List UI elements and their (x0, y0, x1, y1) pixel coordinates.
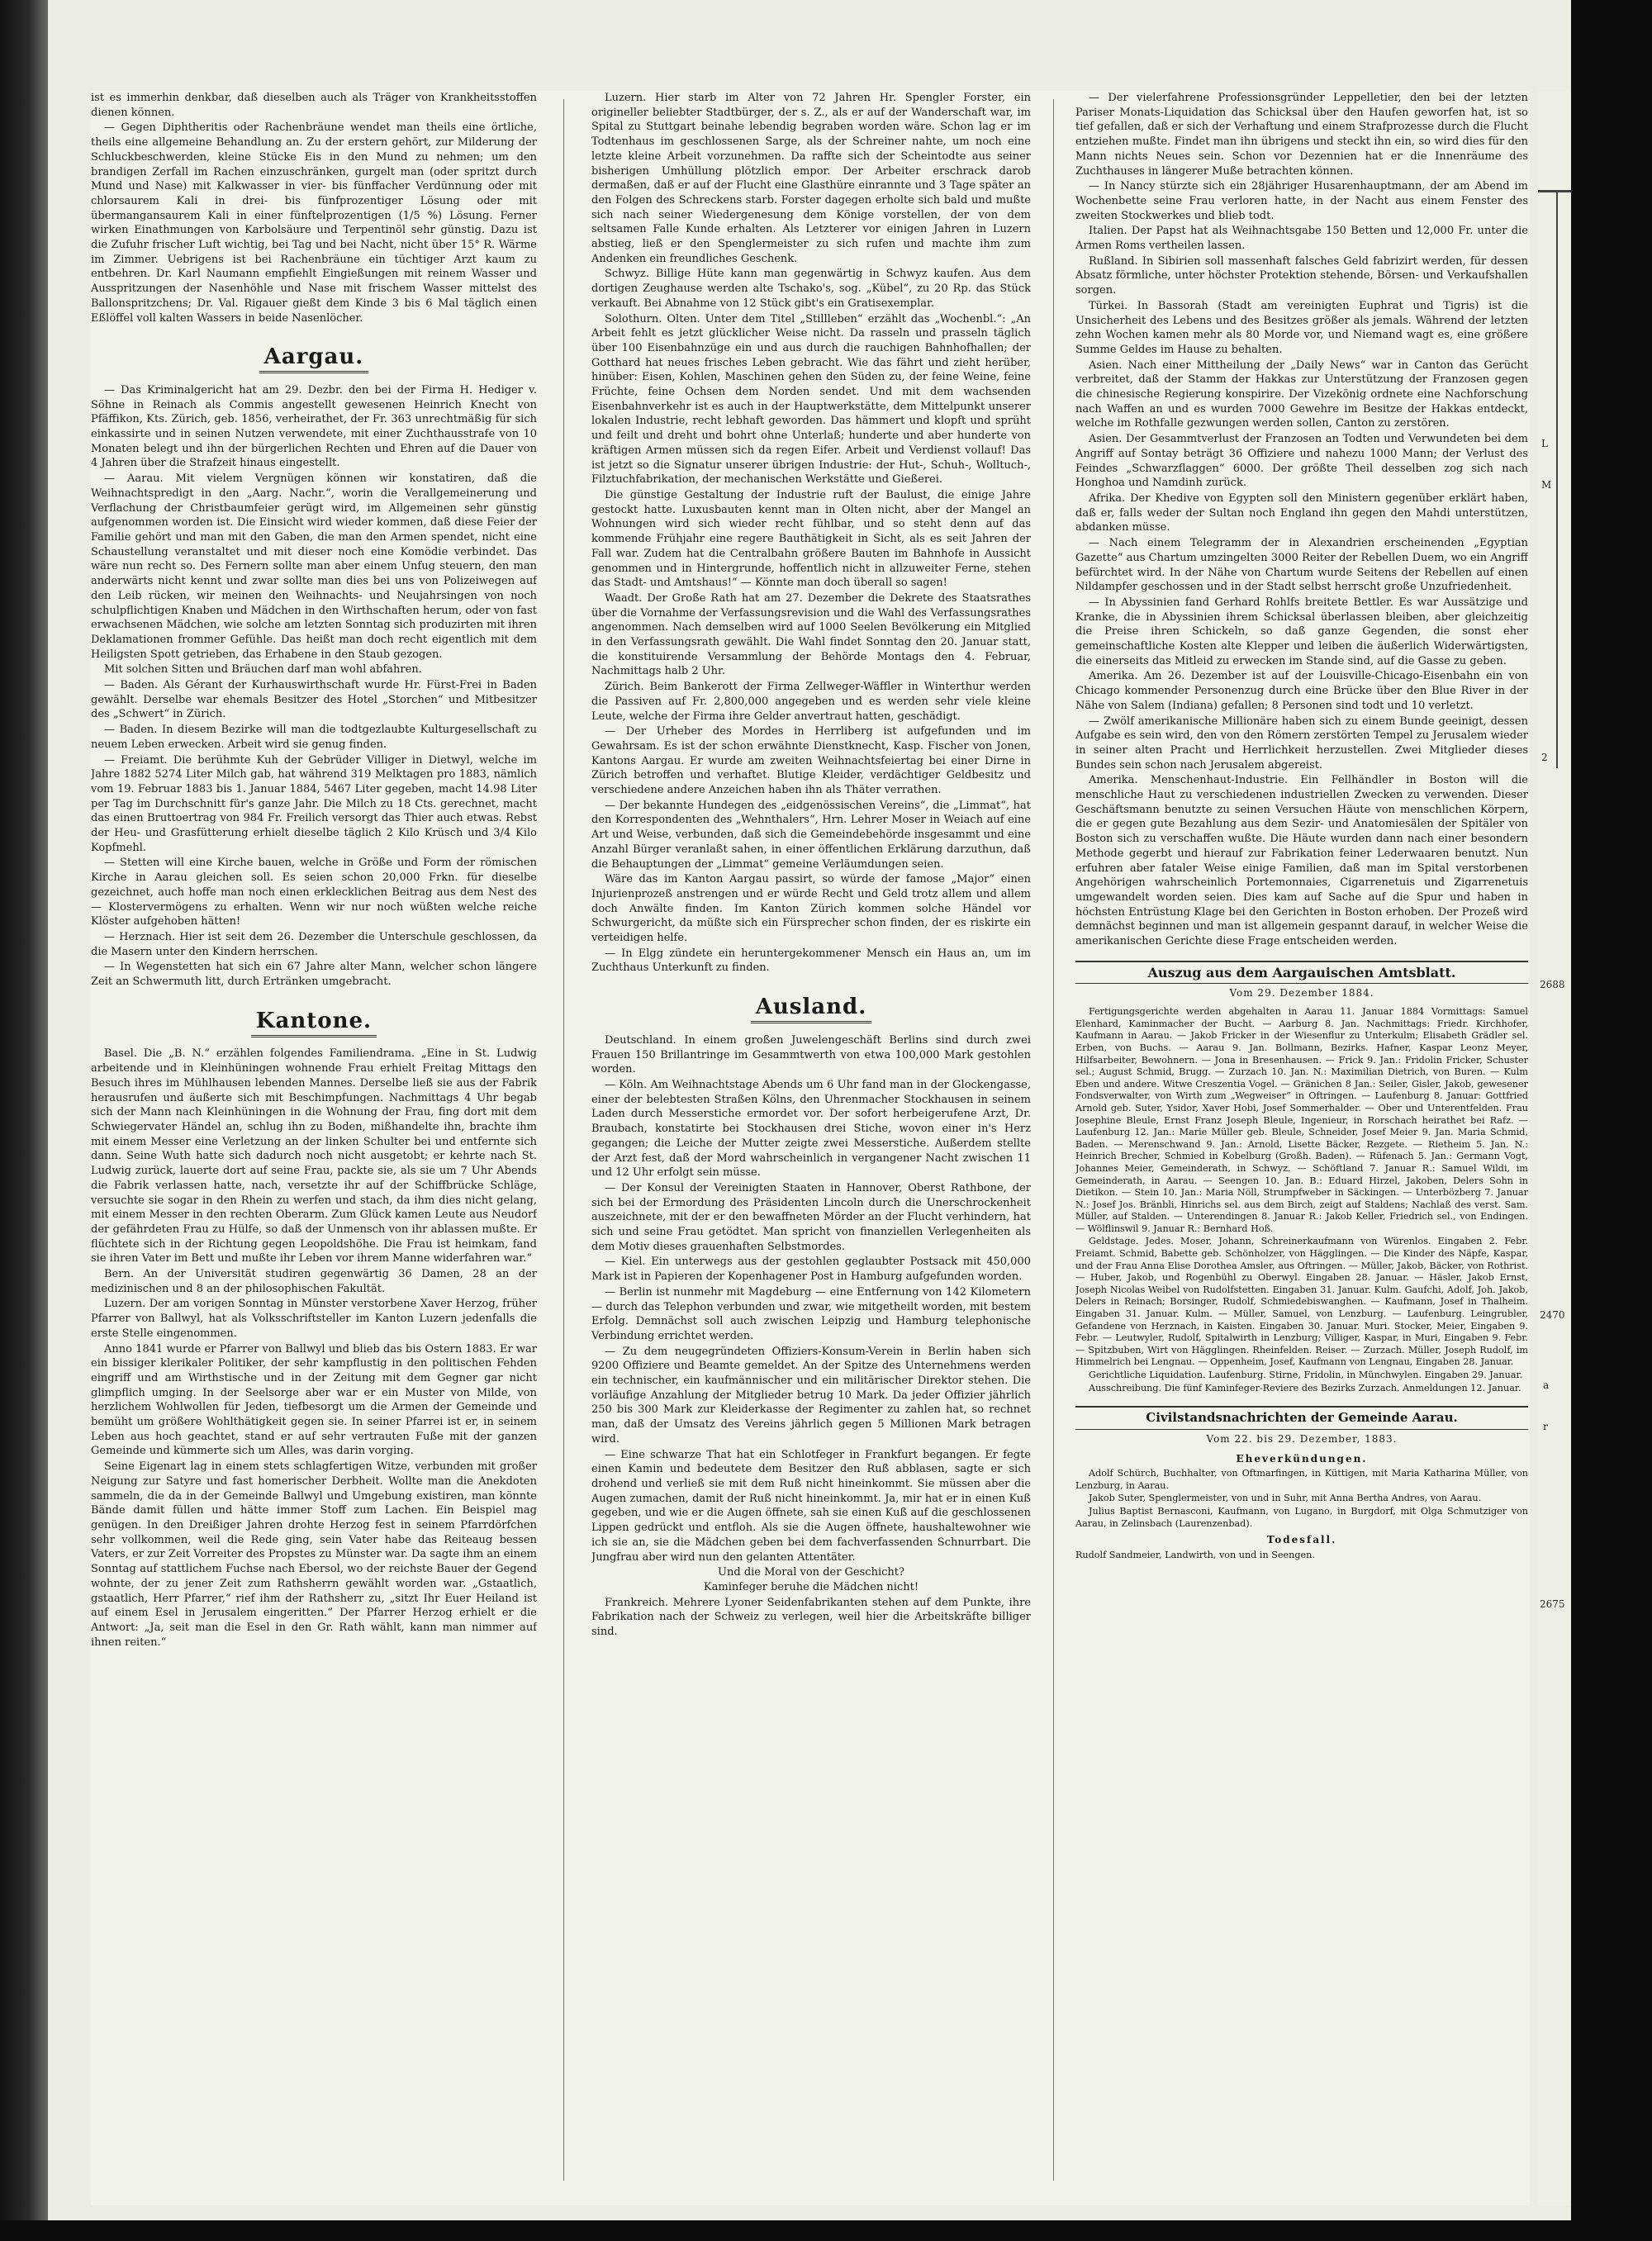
neighbour-number: 2688 (1540, 979, 1565, 990)
neighbour-frame-side (1556, 190, 1558, 768)
neighbour-number: 2 (1541, 752, 1548, 763)
neighbour-letter: r (1543, 1421, 1548, 1432)
article-paragraph: — Der Konsul der Vereinigten Staaten in Hannover, Oberst Rathbone, der sich bei der Ermordung des Präsidenten Lincoln durch die Unerschrockenheit auszeichnete, mit der er den bewaffneten Mörder an der Flucht verhindern, hat sich und seine Frau getödtet. Man spricht von finanziellen Verlegenheiten als dem Motiv dieses grauenhaften Selbstmordes. (591, 1181, 1031, 1253)
article-paragraph: Seine Eigenart lag in einem stets schlagfertigen Witze, verbunden mit großer Neigung zur Satyre und fast homerischer Derbheit. Wollte man die Anekdoten sammeln, die da in der Gemeinde Ballwyl und Umgebung existiren, man könnte Bände damit füllen und hätte immer Stoff zum Lachen. Ein Beispiel mag genügen. In den Dreißiger Jahren drohte Herzog fest in seinem Pfarrdörfchen sehr vollkommen, weil die Rede ging, sein Vater habe das Reiteaug bessen Vaters, er zur Zeit Vorreiter des Propstes zu Münster war. Da sagte ihm an einem Sonntag auf stattlichem Fuchse nach Ebersol, wo der reichste Bauer der Gegend wohnte, der zu jener Zeit zum Rathsherrn gewählt worden war. „Gstaatlich, gstaatlich, Herr Pfarrer,“ rief ihm der Rathsherr zu, „sitzt Ihr Euer Heiland ist auf einem Esel in Jerusalem eingeritten.“ Der Pfarrer Herzog erhielt er die Antwort: „Ja, seit man die Esel in den Gr. Rath wählt, kann man nimmer auf ihnen reiten.“ (91, 1460, 537, 1649)
neighbour-letter: a (1543, 1379, 1550, 1391)
article-paragraph: Luzern. Der am vorigen Sonntag in Münster verstorbene Xaver Herzog, früher Pfarrer von Ballwyl, hat als Volksschriftsteller im Kanton Luzern jedenfalls die erste Stelle eingenommen. (91, 1298, 537, 1340)
civil-register-subheading: Eheverkündungen. (1236, 1452, 1368, 1465)
civil-register-entry: Rudolf Sandmeier, Landwirth, von und in Seengen. (1075, 1549, 1315, 1560)
section-heading-aargau: Aargau. (91, 350, 537, 365)
column-1 (91, 91, 537, 2189)
amtsblatt-date: Vom 29. Dezember 1884. (1229, 987, 1374, 999)
article-paragraph: Basel. Die „B. N.“ erzählen folgendes Familiendrama. „Eine in St. Ludwig arbeitende und in Kleinhüningen wohnende Frau erhielt Freitag Mittags den Besuch ihres im Mühlhausen lebenden Mannes. Derselbe ließ sie aus der Fabrik herausrufen und äußerte sich mit Beschimpfungen. Nachmittags 4 Uhr begab sich der Mann nach Kleinhüningen in die Wohnung der Frau, fing dort mit dem Schwiegervater Händel an, schlug ihn zu Boden, mißhandelte ihn, brachte ihm mit einem Messer eine Verletzung an der linken Schulter bei und entfernte sich dann. Seine Wuth hatte sich dadurch noch nicht ausgetobt; er kehrte nach St. Ludwig zurück, lauerte dort auf seine Frau, packte sie, als sie um 7 Uhr Abends die Fabrik verlassen hatte, nach, versetzte ihr auf der Schiffbrücke Schläge, versuchte sie sogar in den Rhein zu werfen und stach, da ihm dies nicht gelang, mit einem Messer in den rechten Oberarm. Zum Glück kamen Leute aus Neudorf der gefährdeten Frau zu Hülfe, so daß der Unmensch von ihr ablassen mußte. Er flüchtete sich in der Richtung gegen Leopoldshöhe. Die Frau ist heimkam, fand sie ihren Vater im Bett und mußte ihr Leben vor ihrem Manne widerfahren war.“ (91, 1047, 537, 1265)
civil-register-title: Civilstandsnachrichten der Gemeinde Aarau. (1075, 1406, 1528, 1430)
article-paragraph: Asien. Nach einer Mittheilung der „Daily News“ war in Canton das Gerücht verbreitet, daß der Stamm der Hakkas zur Unterstützung der Franzosen gegen die chinesische Regierung konspirire. Der Vizekönig ordnete eine Nachforschung nach Waffen an und es wurden 7000 Gewehre im Besitze der Hakkas entdeckt, welche im Rothfalle gezwungen werden sollen, Canton zu zerstören. (1075, 358, 1528, 430)
article-paragraph: — Zu dem neugegründeten Offiziers-Konsum-Verein in Berlin haben sich 9200 Offiziere und Beamte gemeldet. An der Spitze des Unternehmens werden ein technischer, ein kaufmännischer und ein militärischer Direktor stehen. Die vorläufige Anzahlung der Mitglieder betrug 10 Mark. Da jeder Offizier jährlich 250 bis 300 Mark zur Kleiderkasse der Regimenter zu zahlen hat, so rechnet man, daß der Umsatz des Vereins jährlich gegen 5 Millionen Mark betragen wird. (591, 1345, 1031, 1446)
section-heading-ausland: Ausland. (591, 1000, 1031, 1015)
article-paragraph: Waadt. Der Große Rath hat am 27. Dezember die Dekrete des Staatsrathes über die Vornahme der Verfassungsrevision und die Wahl des Verfassungsrathes angenommen. Nach demselben wird auf 1000 Seelen Bevölkerung ein Mitglied in den Verfassungsrath gewählt. Die Wahl findet Sonntag den 20. Januar statt, die konstituirende Versammlung der Behörde Montags den 4. Februar, Nachmittags halb 2 Uhr. (591, 591, 1031, 678)
neighbour-letter: L (1541, 438, 1548, 449)
article-paragraph: — Freiamt. Die berühmte Kuh der Gebrüder Villiger in Dietwyl, welche im Jahre 1882 5274 Liter Milch gab, hat während 319 Melktagen pro 1883, nämlich vom 19. Februar 1883 bis 1. Januar 1884, 5467 Liter gegeben, macht 14.98 Liter per Tag im Durchschnitt für's ganze Jahr. Die Milch zu 18 Cts. gerechnet, macht das einen Bruttoertrag von 984 Fr. Freilich versorgt das Thier auch etwas. Rebst der Heu- und Grasfütterung erhielt dieselbe täglich 2 Kilo Krüsch und 3/4 Kilo Kopfmehl. (91, 753, 537, 854)
article-paragraph: — In Nancy stürzte sich ein 28jähriger Husarenhauptmann, der am Abend im Wochenbette seine Frau verloren hatte, in der Nacht aus einem Fenster des zweiten Stockwerkes und blieb todt. (1075, 180, 1528, 222)
article-paragraph: — Stetten will eine Kirche bauen, welche in Größe und Form der römischen Kirche in Aarau gleichen soll. Es seien schon 20,000 Frkn. für dieselbe gezeichnet, auch hoffe man noch einen erklecklichen Beitrag aus dem Nest des — Klostervermögens zu erhalten. Wenn wir nur noch wüßten welche reiche Klöster aufgehoben hätten! (91, 857, 537, 928)
neighbour-page-strip (1538, 91, 1571, 2205)
neighbour-number: 2675 (1540, 1598, 1565, 1610)
article-paragraph: Bern. An der Universität studiren gegenwärtig 36 Damen, 28 an der medizinischen und 8 an der philosophischen Fakultät. (91, 1268, 537, 1295)
column-3 (1075, 91, 1528, 2189)
amtsblatt-title: Auszug aus dem Aargauischen Amtsblatt. (1075, 961, 1528, 985)
article-paragraph: — Eine schwarze That hat ein Schlotfeger in Frankfurt begangen. Er fegte einen Kamin und bedeutete dem Besitzer den Ruß abblasen, sagte er sich drohend und verließ sie mit dem Ruß nicht hineinkommt. Sie müssen aber die Augen zumachen, damit der Ruß nicht hineinkommt. Ja, mir hat er in einen Kuß gegeben, und wie er die Augen öffnete, sah sie einen Kuß auf die geschlossenen Lippen gedrückt und entfloh. Als sie die Augen öffnete, haushaltewohner wie ich sie an, sie die Mädchen geben bei dem fachverfassenden Schnurrbart. Die Jungfrau aber wird nun den gelanten Attentäter. (591, 1448, 1031, 1564)
civil-register-date: Vom 22. bis 29. Dezember, 1883. (1206, 1432, 1398, 1445)
article-paragraph: — Nach einem Telegramm der in Alexandrien erscheinenden „Egyptian Gazette“ aus Chartum umzingelten 3000 Reiter der Rebellen Duem, wo ein Angriff befürchtet wird. In der Nähe von Chartum wurde Seitens der Rebellen auf einen Nildampfer geschossen und in der Stadt selbst herrscht große Unzufriedenheit. (1075, 537, 1528, 594)
article-paragraph: Schwyz. Billige Hüte kann man gegenwärtig in Schwyz kaufen. Aus dem dortigen Zeughause werden alte Tschako's, sog. „Kübel“, zu 20 Rp. das Stück verkauft. Bei Abnahme von 12 Stück gibt's ein Gratisexemplar. (591, 268, 1031, 310)
article-paragraph: Anno 1841 wurde er Pfarrer von Ballwyl und blieb das bis Ostern 1883. Er war ein bissiger klerikaler Politiker, der sehr kampflustig in den politischen Fehden eingriff und am Wirthstische und in der Zeitung mit dem Gegner gar nicht glimpflich umging. In der Seelsorge aber war er ein Muster von Milde, von herzlichem Wohlwollen für Jeden, tiefbesorgt um die Armen der Gemeinde und bemüht um größere Wohlthätigkeit gegen sie. In seiner Pfarrei ist er, in seinem Leben aus hoch geachtet, stand er auf sehr vertrauten Fuße mit der ganzen Gemeinde und kümmerte sich um Alles, was darin vorging. (91, 1342, 537, 1458)
article-paragraph: — Der vielerfahrene Professionsgründer Leppelletier, den bei der letzten Pariser Monats-Liquidation das Schicksal über den Haufen geworfen hat, ist so tief gefallen, daß er sich der Verhaftung und einem Strafprozesse durch die Flucht entziehen mußte. Findet man ihn übrigens und steckt ihn ein, so wird dies für den Mann nichts Neues sein. Schon vor Dezennien hat er die Innenräume des Zuchthauses in längerer Muße betrachten können. (1075, 92, 1528, 178)
article-paragraph: — Gegen Diphtheritis oder Rachenbräune wendet man theils eine örtliche, theils eine allgemeine Behandlung an. Zu der erstern gehört, zur Milderung der Schluckbeschwerden, kleine Stücke Eis in den Mund zu nehmen; um den brandigen Zerfall im Rachen einzuschränken, gurgelt man (oder spritzt durch Mund und Nase) mit Kalkwasser in vier- bis fünffacher Verdünnung oder mit chlorsaurem Kali in drei- bis fünfprozentiger Lösung oder mit übermangansaurem Kali in einer fünftelprozentigen (1/5 %) Lösung. Ferner wirken Einathmungen von Karbolsäure und Terpentinöl sehr günstig. Dazu ist die Zufuhr frischer Luft wichtig, bei Tag und bei Nacht, nicht über 15° R. Wärme im Zimmer. Uebrigens ist bei Rachenbräune ein tüchtiger Arzt kaum zu entbehren. Dr. Karl Naumann empfiehlt Eingießungen mit reinem Wasser und Ausspritzungen der Nasenhöhle und Nase mit frischem Wasser mittelst des Ballonspritzchens; Dr. Val. Rigauer gießt dem Kinde 3 bis 6 Mal täglich einen Eßlöffel voll kalten Wassers in beide Nasenlöcher. (91, 121, 537, 325)
article-paragraph: — Aarau. Mit vielem Vergnügen können wir konstatiren, daß die Weihnachtspredigt in den „Aarg. Nachr.“, worin die Verallgemeinerung und Verflachung der Christbaumfeier gerügt wird, im Allgemeinen sehr günstig aufgenommen worden ist. Die Einsicht wird wieder kommen, daß diese Feier der Familie gehört und man mit den Gaben, die man den Armen spendet, nicht eine Schaustellung veranstaltet und mit dieser noch eine Komödie verbindet. Das wäre nun recht so. Des Fernern sollte man aber einem Unfug steuern, den man anderwärts nicht kennt und zwar sollte man dies bei uns von Polizeiwegen auf den Leib rücken, wir meinen den Weihnachts- und Neujahrsingen von noch schulpflichtigen Knaben und Mädchen in den Wirthschaften herum, oder von fast erwachsenen Mädchen, wie solche am letzten Sonntag sich produzirten mit ihren Deklamationen frommer Gefühle. Das heißt man doch recht eigentlich mit dem Heiligsten Spott getrieben, das Erhabene in den Staub gezogen. (91, 472, 537, 661)
neighbour-letter: M (1541, 479, 1552, 491)
article-paragraph: — Der Urheber des Mordes in Herrliberg ist aufgefunden und im Gewahrsam. Es ist der schon erwähnte Dienstknecht, Kasp. Fischer von Jonen, Kantons Aargau. Er wurde am zweiten Weihnachtsfeiertag bei einer Dirne in Zürich betroffen und verhaftet. Blutige Kleider, verdächtiger Geldbesitz und verschiedene andere Anzeichen haben ihn als Thäter verrathen. (591, 725, 1031, 797)
article-paragraph: — In Wegenstetten hat sich ein 67 Jahre alter Mann, welcher schon längere Zeit an Schwermuth litt, durch Ertränken umgebracht. (91, 961, 537, 989)
article-paragraph: Italien. Der Papst hat als Weihnachtsgabe 150 Betten und 12,000 Fr. unter die Armen Roms vertheilen lassen. (1075, 225, 1528, 253)
civil-register-entry: Julius Baptist Bernasconi, Kaufmann, von Lugano, in Burgdorf, mit Olga Schmutziger von Aarau, in Zelinsbach (Laurenzenbad). (1075, 1506, 1528, 1529)
neighbour-frame-top (1538, 190, 1571, 192)
article-paragraph: Zürich. Beim Bankerott der Firma Zellweger-Wäffler in Winterthur werden die Passiven auf Fr. 2,800,000 angegeben und es werden sehr viele kleine Leute, welche der Firma ihre Gelder anvertraut hatten, geschädigt. (591, 681, 1031, 723)
article-paragraph: Luzern. Hier starb im Alter von 72 Jahren Hr. Spengler Forster, ein origineller beliebter Stadtbürger, der s. Z., als er auf der Wanderschaft war, im Spital zu Stuttgart beinahe lebendig begraben worden wäre. Schon lag er im Todtenhaus im geschlossenen Sarge, als der Schreiner nahte, um noch eine letzte kleine Arbeit vorzunehmen. Da raffte sich der Scheintodte aus seiner bisherigen Umhüllung plötzlich empor. Der Arbeiter erschrack darob dermaßen, daß er auf der Flucht eine Glasthüre einrannte und 3 Tage später an den Folgen des Schreckens starb. Forster dagegen erholte sich bald und mußte sich nach seiner Wiedergenesung dem Könige vorstellen, der von dem seltsamen Falle Kunde erhalten. Als Letzterer vor einigen Jahren in Luzern abstieg, ließ er den Spenglermeister zu sich rufen und machte ihm zum Andenken ein freundliches Geschenk. (591, 92, 1031, 265)
article-paragraph: Afrika. Der Khedive von Egypten soll den Ministern gegenüber erklärt haben, daß er, falls weder der Sultan noch England ihn gegen den Mahdi unterstützen, abdanken müsse. (1075, 491, 1528, 534)
article-paragraph: — Köln. Am Weihnachtstage Abends um 6 Uhr fand man in der Glockengasse, einer der belebtesten Straßen Kölns, den Uhrenmacher Stockhausen in seinem Laden durch Messerstiche ermordet vor. Der sofort herbeigerufene Arzt, Dr. Braubach, konstatirte bei Stockhausen drei Stiche, wovon einer in's Herz gegangen; die Leiche der Mutter zeigte zwei Messerstiche. Außerdem stellte der Arzt fest, daß der Mord wahrscheinlich in vergangener Nacht zwischen 11 und 12 Uhr erfolgt sein müsse. (591, 1079, 1031, 1180)
amtsblatt-entry: Fertigungsgerichte werden abgehalten in Aarau 11. Januar 1884 Vormittags: Samuel Elenhard, Kaminmacher der Bucht. — Aarburg 8. Jan. Nachmittags: Friedr. Kirchhofer, Kaufmann in Aarau. — Jakob Fricker in der Wiesenflur zu Unterkulm; Elisabeth Grädler sel. Erben, von Buchs. — Aarau 9. Jan. Bollmann, Bezirks. Hafner, Kaspar Leonz Meyer, Hilfsarbeiter, Bewohnern. — Jona in Bresenhausen. — Frick 9. Jan.: Fridolin Fricker, Schuster sel.; August Schmid, Brugg. — Zurzach 10. Jan. N.: Maximilian Dietrich, von Buren. — Kulm Eben und andere. Witwe Creszentia Vogel. — Gränichen 8 Jan.: Seiler, Gisler, Jakob, gewesener Fondsverwalter, von Wirth zum „Wegweiser“ in Oftringen. — Laufenburg 8. Januar: Gottfried Arnold geb. Suter, Ysidor, Xaver Hobi, Josef Sommerhalder. — Ober und Unterentfelden. Frau Josephine Bleule, Ernst Franz Joseph Bleule, Ingenieur, in Rorschach heirathet bei Rafz. — Laufenburg 12. Jan.: Marie Müller geb. Bleule, Schneider, Josef Meier 9. Jan. Maria Schmid, Baden. — Merenschwand 9. Jan.: Arnold, Lisette Bäcker, Rezgete. — Rietheim 5. Jan. N.: Heinrich Brecher, Schmied in Kobelburg (Großh. Baden). — Rüfenach 5. Jan.: Germann Vogt, Johannes Meier, Gemeinderath, in Schwyz. — Schöftland 7. Januar R.: Samuel Wildi, im Gemeinderath, in Aarau. — Seengen 10. Jan. B.: Eduard Hirzel, Jakoben, Delers Sohn in Dietikon. — Stein 10. Jan.: Maria Nöll, Strumpfweber in Säckingen. — Unterbözberg 7. Januar N.: Josef Jos. Bränbli, Hinrichs sel. aus dem Birch, zeigt auf Staldens; Nachlaß des verst. Sam. Müller, auf Stalden. — Unterendingen 8. Januar R.: Jakob Keller, Friedrich sel., von Endingen. — Wölflinswil 9. Januar R.: Bernhard Hoß. (1075, 1006, 1528, 1234)
verse: Und die Moral von der Geschicht? Kaminfeger beruhe die Mädchen nicht! (703, 1566, 919, 1593)
article-paragraph: ist es immerhin denkbar, daß dieselben auch als Träger von Krankheitsstoffen dienen können. (91, 92, 537, 119)
article-paragraph: — Baden. Als Gérant der Kurhauswirthschaft wurde Hr. Fürst-Frei in Baden gewählt. Derselbe war ehemals Besitzer des Hotel „Storchen“ und Mitbesitzer des „Schwert“ in Zürich. (91, 679, 537, 721)
article-paragraph: — Baden. In diesem Bezirke will man die todtgezlaubte Kulturgesellschaft zu neuem Leben erwecken. Arbeit wird sie genug finden. (91, 724, 537, 751)
article-paragraph: Deutschland. In einem großen Juwelengeschäft Berlins sind durch zwei Frauen 150 Brillantringe im Gesammtwerth von etwa 100,000 Mark gestohlen worden. (591, 1033, 1031, 1076)
section-heading-kantone: Kantone. (91, 1014, 537, 1029)
scan-border-right (1571, 0, 1652, 2241)
article-paragraph: — Berlin ist nunmehr mit Magdeburg — eine Entfernung von 142 Kilometern — durch das Telephon verbunden und zwar, wie mitgetheilt worden, mit bestem Erfolg. Demnächst soll auch zwischen Leipzig und Hamburg telephonische Verbindung errichtet werden. (591, 1285, 1031, 1342)
column-2 (591, 91, 1031, 2189)
scan-border-left (0, 0, 48, 2241)
article-paragraph: Mit solchen Sitten und Bräuchen darf man wohl abfahren. (104, 663, 422, 677)
article-paragraph: — In Elgg zündete ein heruntergekommener Mensch ein Haus an, um im Zuchthaus Unterkunft zu finden. (591, 947, 1031, 975)
article-paragraph: Türkei. In Bassorah (Stadt am vereinigten Euphrat und Tigris) ist die Unsicherheit des Lebens und des Besitzes größer als jemals. Während der letzten zehn Wochen kamen mehr als 80 Morde vor, und Niemand wagt es, eine größere Summe Geldes im Hause zu behalten. (1075, 299, 1528, 356)
article-paragraph: Die günstige Gestaltung der Industrie ruft der Baulust, die einige Jahre gestockt hatte. Luxusbauten kennt man in Olten nicht, aber der Mangel an Wohnungen wird sich wieder recht fühlbar, und so steht denn auf das kommende Frühjahr eine regere Bauthätigkeit in Sicht, als es seit Jahren der Fall war. Zudem hat die Centralbahn größere Bauten im Bahnhofe in Aussicht genommen und in Hintergrunde, hoffentlich nicht in allzuweiter Ferne, stehen das Stadt- und Amtshaus!“ — Könnte man doch überall so sagen! (591, 488, 1031, 590)
article-paragraph: — Zwölf amerikanische Millionäre haben sich zu einem Bunde geeinigt, dessen Aufgabe es sein wird, den von den Römern zerstörten Tempel zu Jerusalem wieder in seiner alten Pracht und Herrlichkeit herzustellen. Zwei Mitglieder dieses Bundes sein schon nach Jerusalem abgereist. (1075, 715, 1528, 772)
newspaper-page (91, 91, 1530, 2205)
neighbour-number: 2470 (1540, 1309, 1565, 1321)
article-paragraph: — Kiel. Ein unterwegs aus der gestohlen geglaubter Postsack mit 450,000 Mark ist in Papieren der Kopenhagener Post in Hamburg aufgefunden worden. (591, 1256, 1031, 1284)
civil-register-entry: Adolf Schürch, Buchhalter, von Oftmarfingen, in Küttigen, mit Maria Katharina Müller, von Lenzburg, in Aarau. (1075, 1468, 1528, 1491)
article-paragraph: Solothurn. Olten. Unter dem Titel „Stillleben“ erzählt das „Wochenbl.“: „An Arbeit fehlt es jetzt glücklicher Weise nicht. Da rasseln und prasseln täglich über 100 Eisenbahnzüge ein und aus durch die rauchigen Bahnhofhallen; der Gotthard hat neues frisches Leben gebracht. Wie das fährt und zieht herüber, hinüber: Eisen, Kohlen, Maschinen gehen den Süden zu, der feine Weine, feine Früchte, feine Ochsen dem Norden sendet. Und mit dem wachsenden Eisenbahnverkehr ist es auch in der Hauptwerkstätte, dem Mittelpunkt unserer lokalen Industrie, recht lebhaft geworden. Das hämmert und klopft und sprüht und feilt und dreht und bohrt ohne Unterlaß; hunderte und aber hunderte von kräftigen Armen müssen sich da regen Eifer. Arbeit und Verdienst vollauf! Das ist jetzt so die Signatur unserer übrigen Industrie: der Hut-, Schuh-, Wolltuch-, Filztuchfabrikation, der mechanischen Werkstätte und Gießerei. (591, 312, 1031, 487)
article-paragraph: — Das Kriminalgericht hat am 29. Dezbr. den bei der Firma H. Hediger v. Söhne in Reinach als Commis angestellt gewesenen Heinrich Knecht von Pfäffikon, Kts. Zürich, geb. 1856, verheirathet, der Fr. 363 unrechtmäßig für sich einkassirte und in seinen Nutzen verwendete, mit einer Zuchthausstrafe von 10 Monaten belegt und ihn der bürgerlichen Rechten und Ehren auf die Dauer von 4 Jahren über die Strafzeit hinaus eingestellt. (91, 383, 537, 470)
article-paragraph: Rußland. In Sibirien soll massenhaft falsches Geld fabrizirt werden, für dessen Absatz förmliche, unter höchster Protektion stehende, Börsen- und Verkaufshallen sorgen. (1075, 254, 1528, 297)
article-paragraph: Asien. Der Gesammtverlust der Franzosen an Todten und Verwundeten bei dem Angriff auf Sontay beträgt 36 Offiziere und nahezu 1000 Mann; der Verlust des Feindes „Schwarzflaggen“ 6000. Der größte Theil desselben zog sich nach Honghoa und Namdinh zurück. (1075, 433, 1528, 490)
civil-register-subheading: Todesfall. (1266, 1534, 1337, 1546)
amtsblatt-entry: Ausschreibung. Die fünf Kaminfeger-Reviere des Bezirks Zurzach. Anmeldungen 12. Januar. (1089, 1382, 1521, 1394)
civil-register-entry: Jakob Suter, Spenglermeister, von und in Suhr, mit Anna Bertha Andres, von Aarau. (1089, 1493, 1482, 1504)
column-rule (1053, 99, 1054, 2181)
article-paragraph: — Der bekannte Hundegen des „eidgenössischen Vereins“, die „Limmat“, hat den Korrespondenten des „Wehnthalers“, Hrn. Lehrer Moser in Weiach auf eine Art und Weise, verbunden, daß sich die Gemeindebehörde insgesammt und eine Anzahl Bürger veranlaßt sahen, in einer öffentlichen Erklärung darzuthun, daß die Behauptungen der „Limmat“ gemeine Verläumdungen seien. (591, 799, 1031, 871)
column-rule (563, 99, 564, 2181)
amtsblatt-entry: Geldstage. Jedes. Moser, Johann, Schreinerkaufmann von Würenlos. Eingaben 2. Febr. Freiamt. Schmid, Babette geb. Schönholzer, von Hägglingen. — Die Kinder des Näpfe, Kaspar, und der Frau Anna Elise Dorothea Amsler, aus Oftringen. — Müller, Jakob, Bäcker, von Rothrist. — Huber, Jakob, und Rogenbühl zu Oberwyl. Eingaben 28. Januar. — Häsler, Jakob Ernst, Joseph Nicolas Weibel von Rudolfstetten. Eingaben 31. Januar. Kulm. Gaufchi, Adolf, Joh. Jakob, Delers in Reinach; Borsinger, Rudolf, Schmiedebiswanghen. — Kaufmann, Josef in Thalheim. Eingaben 31. Januar. Kulm. — Müller, Samuel, von Lenzburg. — Laufenburg. Leingrubler, Gefandene von Herznach, in Kaisten. Eingaben 30. Januar. Muri. Stocker, Meier, Eingaben 9. Febr. — Leutwyler, Rudolf, Spitalwirth in Lenzburg; Villiger, Kaspar, in Muri, Eingaben 9. Febr. — Spitzbuben, Wirt von Hägglingen. Rheinfelden. Reiser. — Zurzach. Müller, Joseph Rudolf, im Himmelrich bei Lengnau. — Oppenheim, Josef, Kaufmann von Lengnau, Eingaben 28. Januar. (1075, 1236, 1528, 1368)
amtsblatt-entry: Gerichtliche Liquidation. Laufenburg. Stirne, Fridolin, in Münchwylen. Eingaben 29. Januar. (1089, 1370, 1523, 1380)
article-paragraph: Amerika. Am 26. Dezember ist auf der Louisville-Chicago-Eisenbahn ein von Chicago kommender Personenzug durch eine Brücke über den Blue River in der Nähe von Salem (Indiana) gefallen; 8 Personen sind todt und 10 verletzt. (1075, 670, 1528, 712)
article-paragraph: Frankreich. Mehrere Lyoner Seidenfabrikanten stehen auf dem Punkte, ihre Fabrikation nach der Schweiz zu verlegen, weil hier die Arbeitskräfte billiger sind. (591, 1596, 1031, 1639)
article-paragraph: Amerika. Menschenhaut-Industrie. Ein Fellhändler in Boston will die menschliche Haut zu verschiedenen industriellen Zwecken zu verwenden. Dieser Geschäftsmann benutzte zu seinen Versuchen Häute von menschlichen Körpern, die er gegen gute Bezahlung aus dem Sezir- und Anatomiesälen der Spitäler von Boston sich zu verschaffen wußte. Die Häute wurden dann nach einer besondern Methode gegerbt und hierauf zur Fabrikation feiner Lederwaaren benutzt. Nun erfuhren aber fataler Weise einige Familien, daß man im Spital verstorbenen Angehörigen wahrscheinlich Portemonnaies, Cigarrenetuis und Zigarrenetuis umgewandelt worden seien. Dies kam auf Sache auf die Spur und haben in höchsten Entrüstung Klage bei den Gerichten in Boston erhoben. Der Prozeß wird demnächst beginnen und man ist allgemein gespannt darauf, in welcher Weise die amerikanischen Gerichte diese Frage entscheiden werden. (1075, 774, 1528, 948)
article-paragraph: — In Abyssinien fand Gerhard Rohlfs breitete Bettler. Es war Aussätzige und Kranke, die in Abyssinien ihrem Schicksal überlassen bleiben, aber gleichzeitig die Preise ihren Schickeln, so daß ganze Gegenden, die sonst eher gemeinschaftliche Kosten alte Klepper und leiben die äußerlich Widerwärtigsten, die einerseits das Mitleid zu erwecken im Stande sind, auf die Gasse zu geben. (1075, 596, 1528, 667)
article-paragraph: Wäre das im Kanton Aargau passirt, so würde der famose „Major“ einen Injurienprozeß anstrengen und er würde Recht und Geld trotz allem und allem doch Anwälte finden. Im Kanton Zürich kommen solche Händel vor Schwurgericht, da müßte sich ein Fürsprecher schon finden, der es riskirte ein verteidigen helfe. (591, 873, 1031, 945)
scan-border-bottom (0, 2220, 1652, 2241)
article-paragraph: — Herznach. Hier ist seit dem 26. Dezember die Unterschule geschlossen, da die Masern unter den Kindern herrschen. (91, 930, 537, 958)
